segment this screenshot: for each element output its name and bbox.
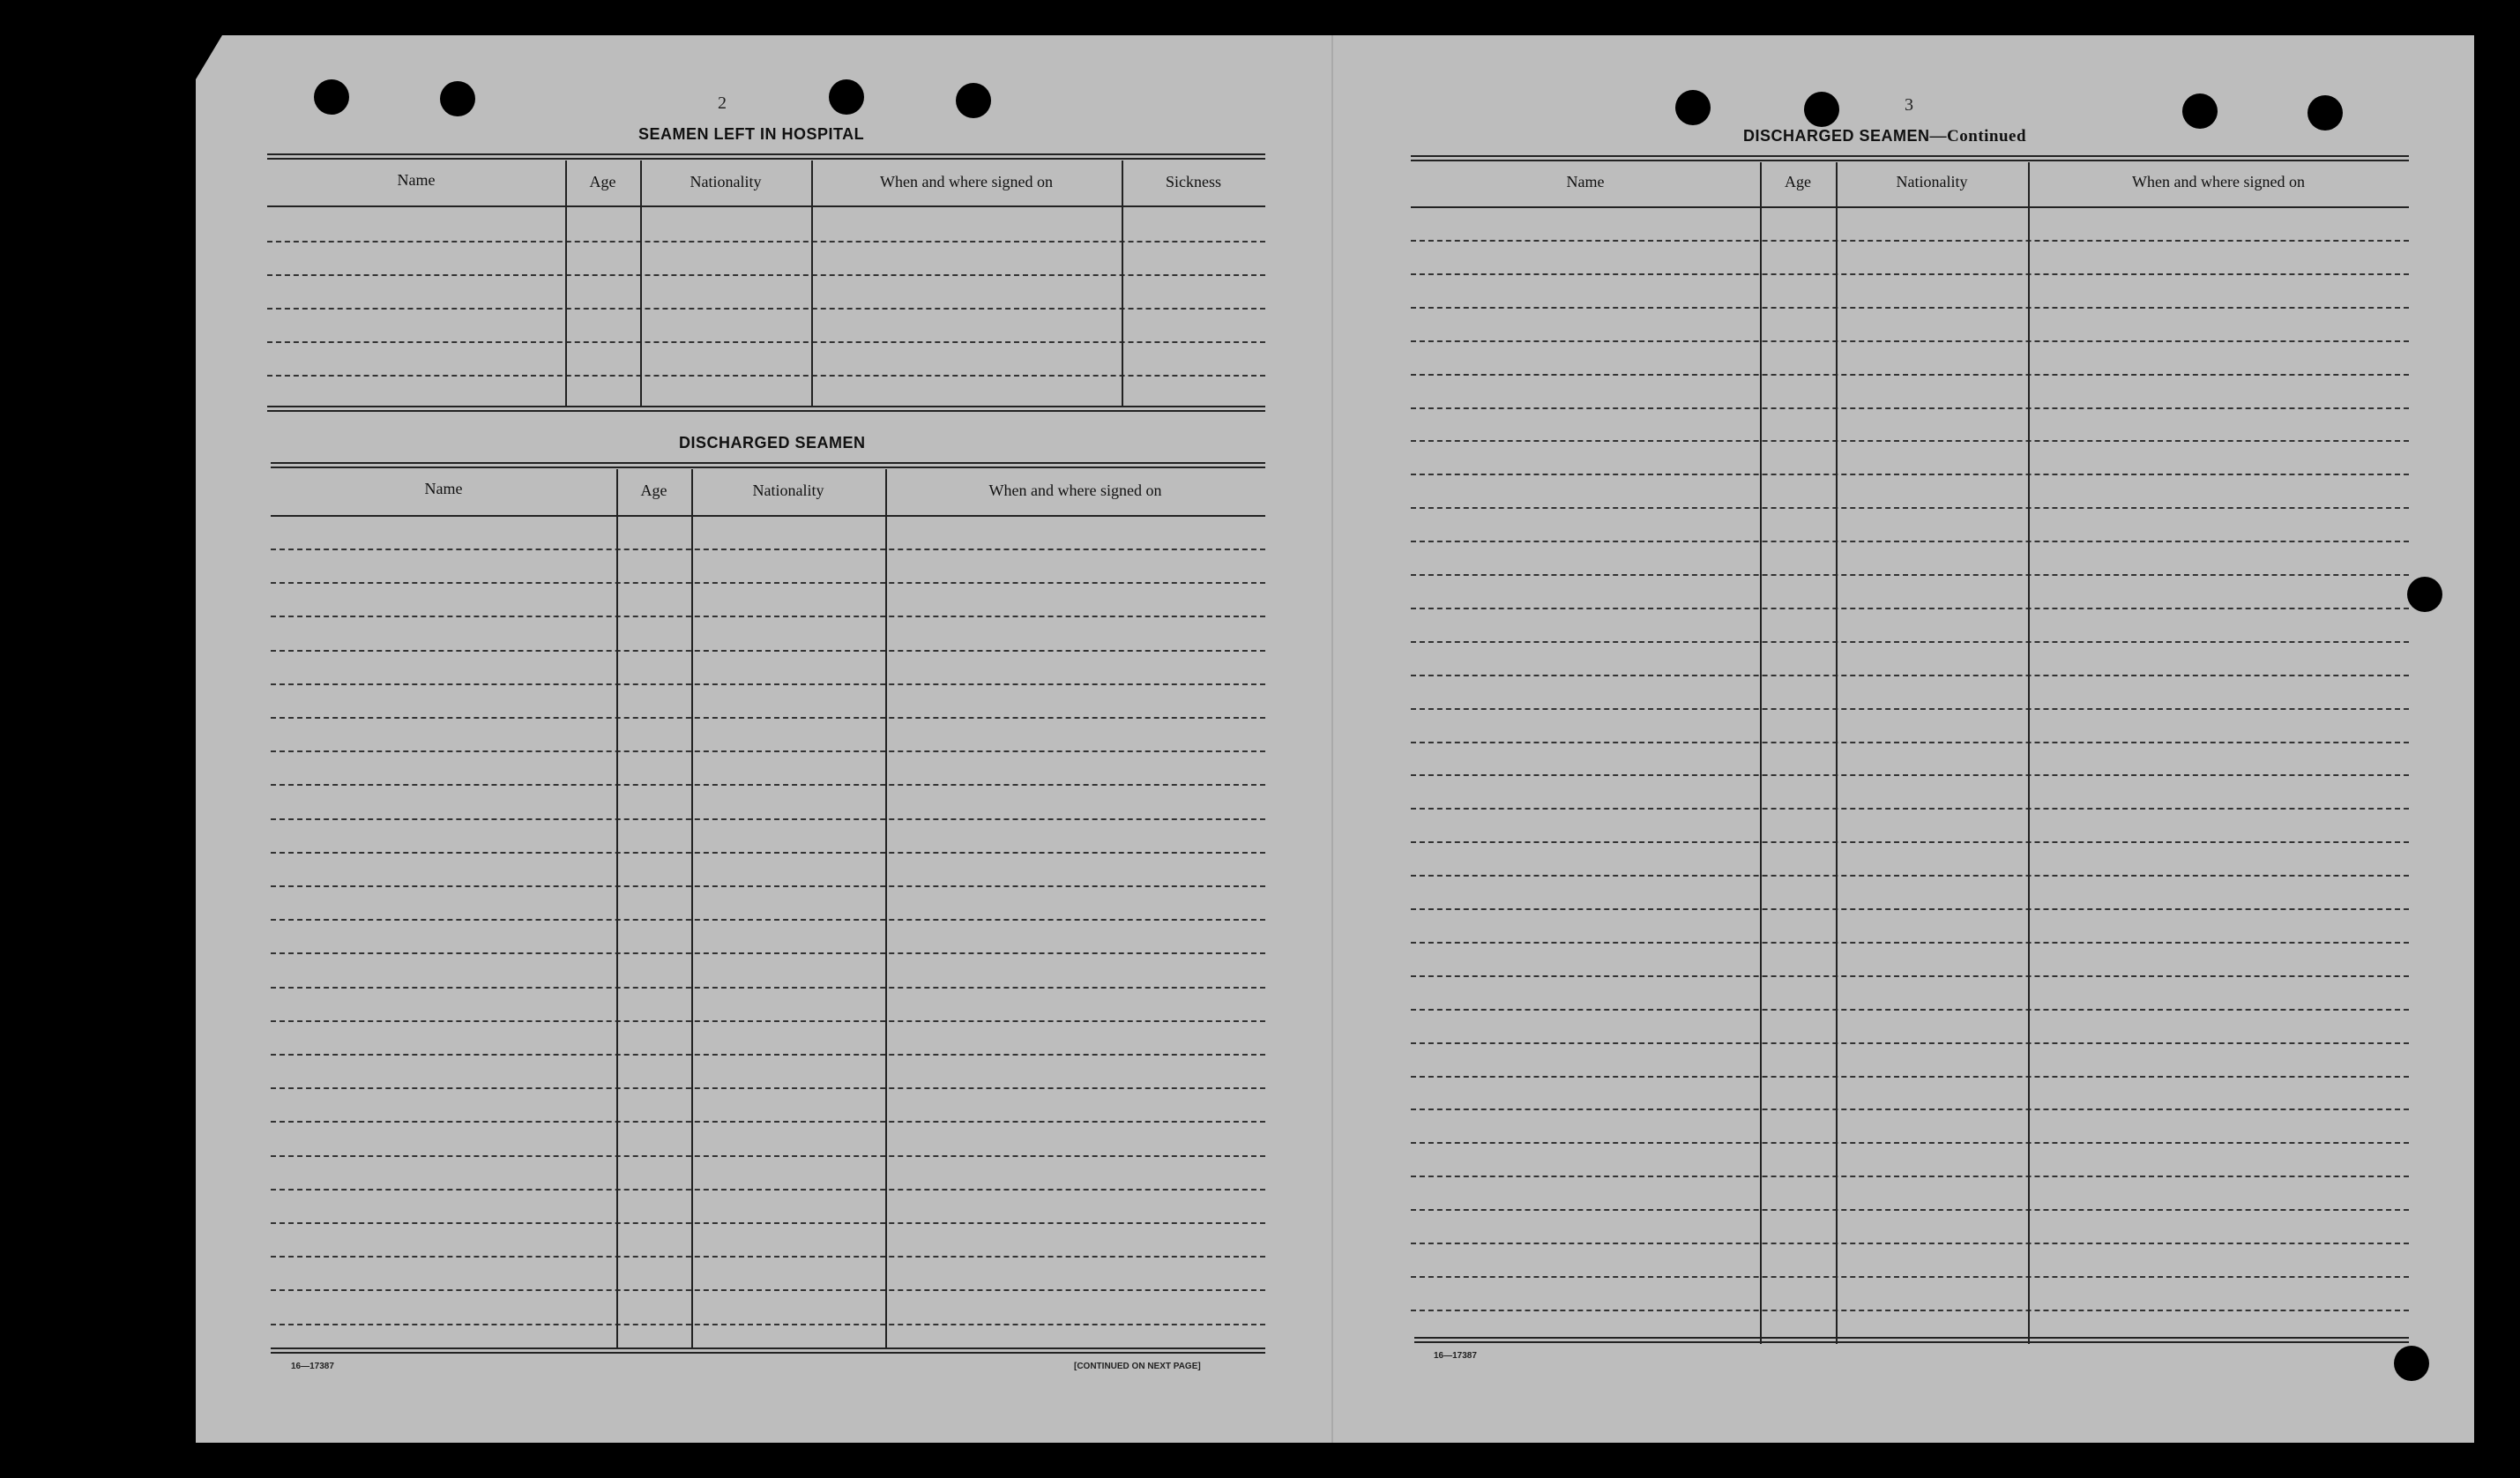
row-rule: [1411, 307, 2409, 309]
discharged-continued-title: [1743, 127, 2026, 146]
row-rule: [271, 1121, 1265, 1123]
punch-hole: [2394, 1346, 2429, 1381]
row-rule: [271, 1289, 1265, 1291]
discharged-col-divider: [691, 469, 693, 1347]
col-nationality: Nationality: [690, 173, 762, 190]
discharged-continued-bottom-rule: [1414, 1337, 2409, 1343]
hospital-table-bottom-rule: [267, 406, 1265, 412]
discharged-continued-col-divider: [1836, 162, 1838, 1344]
form-number-left: 16—17387: [291, 1362, 334, 1371]
discharged-continued-top-rule: [1411, 155, 2409, 161]
row-rule: [267, 241, 1265, 243]
row-rule: [1411, 841, 2409, 843]
row-rule: [271, 1189, 1265, 1191]
row-rule: [1411, 574, 2409, 576]
row-rule: [1411, 975, 2409, 977]
col-when-where: When and where signed on: [988, 481, 1162, 499]
hospital-col-divider: [640, 160, 642, 406]
row-rule: [271, 852, 1265, 854]
row-rule: [271, 650, 1265, 652]
col-name: Name: [424, 480, 463, 497]
row-rule: [1411, 875, 2409, 877]
discharged-col-divider: [885, 469, 887, 1347]
row-rule: [271, 952, 1265, 954]
row-rule: [1411, 1076, 2409, 1078]
row-rule: [271, 987, 1265, 989]
row-rule: [271, 784, 1265, 786]
punch-hole: [314, 79, 349, 115]
discharged-continued-col-divider: [1760, 162, 1762, 1344]
punch-hole: [2308, 95, 2343, 131]
row-rule: [271, 549, 1265, 550]
form-number-right: 16—17387: [1434, 1351, 1477, 1361]
hospital-section-title: SEAMEN LEFT IN HOSPITAL: [638, 125, 865, 143]
row-rule: [267, 308, 1265, 310]
row-rule: [1411, 407, 2409, 409]
row-rule: [267, 341, 1265, 343]
col-nationality: Nationality: [1896, 173, 1968, 190]
col-name: Name: [397, 171, 436, 189]
col-age: Age: [640, 481, 667, 499]
col-sickness: Sickness: [1166, 173, 1221, 190]
row-rule: [271, 1020, 1265, 1022]
row-rule: [1411, 1042, 2409, 1044]
hospital-header-rule: [267, 205, 1265, 207]
continued-note: [CONTINUED ON NEXT PAGE]: [1074, 1362, 1201, 1371]
col-age: Age: [589, 173, 616, 190]
row-rule: [1411, 774, 2409, 776]
row-rule: [1411, 808, 2409, 810]
col-when-where: When and where signed on: [2132, 173, 2305, 190]
row-rule: [271, 1155, 1265, 1157]
punch-hole: [1804, 92, 1839, 127]
discharged-col-divider: [616, 469, 618, 1347]
discharged-continued-suffix: —Continued: [1929, 127, 2027, 146]
row-rule: [1411, 240, 2409, 242]
row-rule: [1411, 1142, 2409, 1144]
row-rule: [271, 885, 1265, 887]
hospital-col-divider: [1122, 160, 1123, 406]
row-rule: [271, 1222, 1265, 1224]
row-rule: [1411, 742, 2409, 743]
row-rule: [1411, 1176, 2409, 1177]
col-nationality: Nationality: [752, 481, 824, 499]
row-rule: [1411, 1009, 2409, 1011]
row-rule: [1411, 641, 2409, 643]
hospital-col-divider: [565, 160, 567, 406]
row-rule: [267, 274, 1265, 276]
discharged-continued-col-divider: [2028, 162, 2030, 1344]
discharged-continued-header-rule: [1411, 206, 2409, 208]
hospital-col-divider: [811, 160, 813, 406]
row-rule: [271, 1324, 1265, 1325]
row-rule: [1411, 908, 2409, 910]
col-when-where: When and where signed on: [880, 173, 1053, 190]
row-rule: [271, 717, 1265, 719]
form-sheet: [196, 35, 2474, 1443]
row-rule: [1411, 440, 2409, 442]
punch-hole: [2182, 93, 2218, 129]
row-rule: [271, 1087, 1265, 1089]
row-rule: [1411, 507, 2409, 509]
discharged-header-rule: [271, 515, 1265, 517]
row-rule: [1411, 1276, 2409, 1278]
row-rule: [271, 582, 1265, 584]
punch-hole: [440, 81, 475, 116]
discharged-table-top-rule: [271, 462, 1265, 468]
row-rule: [271, 1256, 1265, 1258]
hospital-table-top-rule: [267, 153, 1265, 160]
punch-hole: [1675, 90, 1711, 125]
discharged-section-title: DISCHARGED SEAMEN: [679, 434, 866, 452]
row-rule: [1411, 1243, 2409, 1244]
punch-hole: [2407, 577, 2442, 612]
row-rule: [1411, 1310, 2409, 1311]
page-number-right: 3: [1905, 95, 1913, 115]
row-rule: [1411, 1108, 2409, 1110]
row-rule: [1411, 474, 2409, 475]
punch-hole: [829, 79, 864, 115]
row-rule: [1411, 541, 2409, 542]
row-rule: [1411, 374, 2409, 376]
row-rule: [271, 616, 1265, 617]
row-rule: [1411, 340, 2409, 342]
row-rule: [1411, 708, 2409, 710]
row-rule: [1411, 1209, 2409, 1211]
discharged-continued-title-main: DISCHARGED SEAMEN: [1743, 127, 1930, 145]
row-rule: [1411, 675, 2409, 676]
row-rule: [1411, 273, 2409, 275]
col-name: Name: [1566, 173, 1605, 190]
punch-hole: [956, 83, 991, 118]
col-age: Age: [1785, 173, 1811, 190]
row-rule: [1411, 608, 2409, 609]
row-rule: [271, 919, 1265, 921]
row-rule: [1411, 942, 2409, 944]
page-fold: [1331, 35, 1333, 1443]
row-rule: [271, 683, 1265, 685]
page-number-left: 2: [718, 93, 727, 113]
row-rule: [271, 1054, 1265, 1056]
discharged-table-bottom-rule: [271, 1347, 1265, 1354]
row-rule: [271, 750, 1265, 752]
row-rule: [271, 818, 1265, 820]
row-rule: [267, 375, 1265, 377]
